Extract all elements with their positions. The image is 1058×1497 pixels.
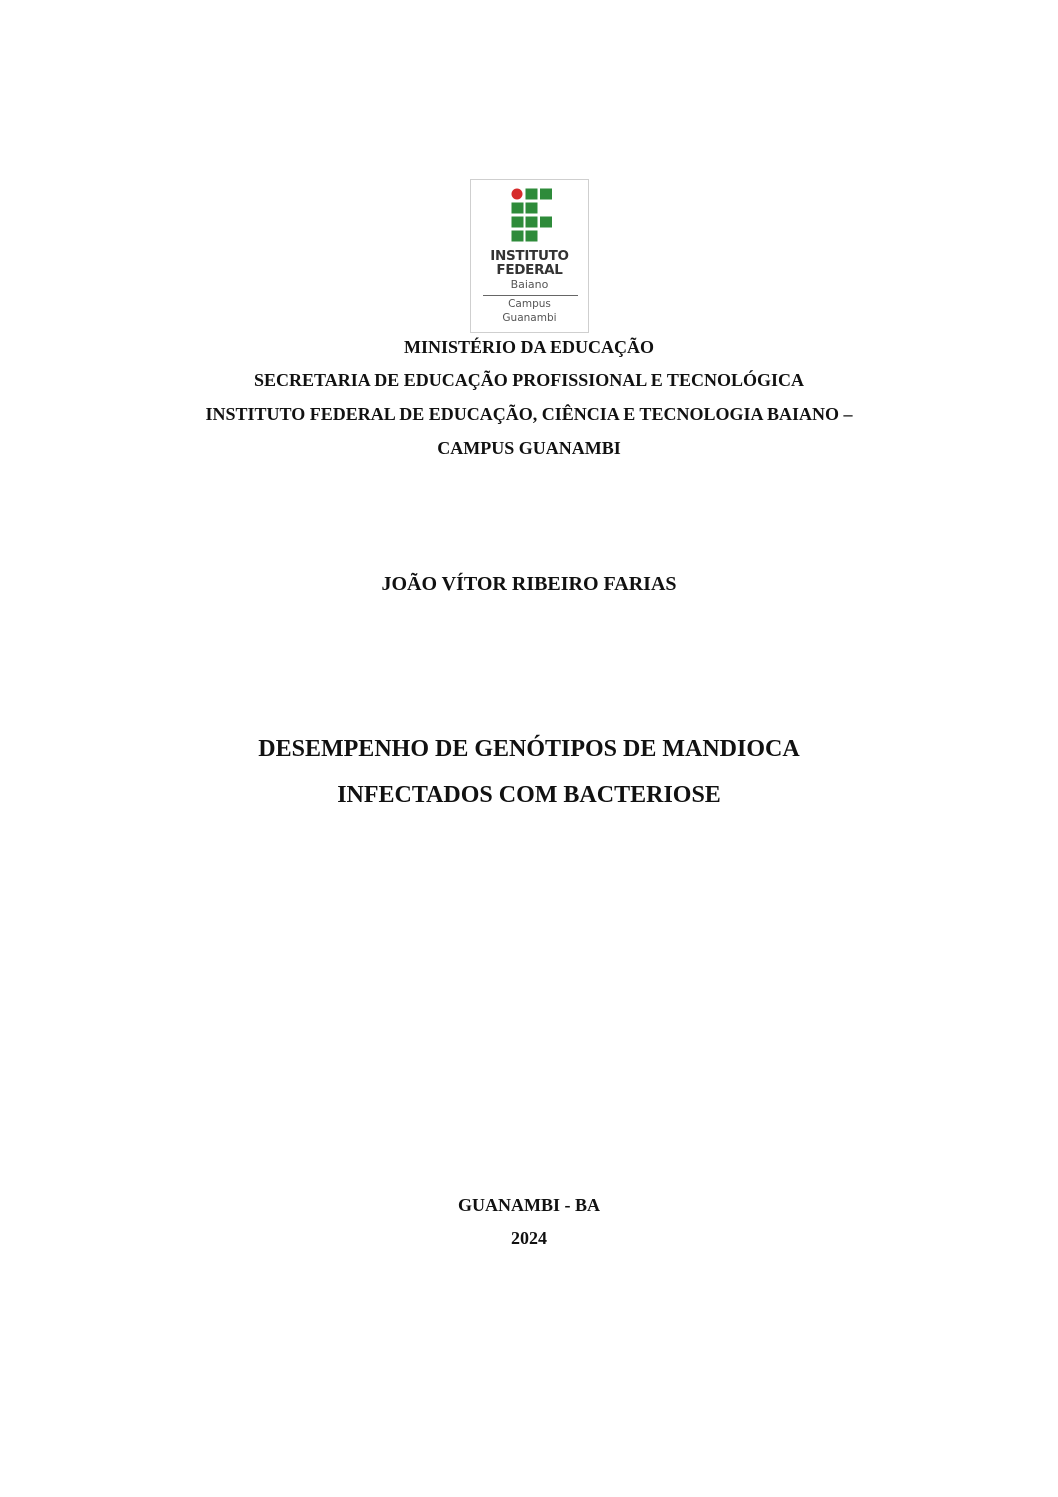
logo-text-federal: FEDERAL: [496, 262, 563, 278]
institute-logo: [470, 179, 589, 333]
logo-text-instituto: INSTITUTO: [490, 248, 569, 264]
document-title-line2: INFECTADOS COM BACTERIOSE: [337, 782, 721, 808]
document-title-line1: DESEMPENHO DE GENÓTIPOS DE MANDIOCA: [258, 736, 800, 762]
logo-divider: [483, 295, 578, 296]
header-institute-line2: CAMPUS GUANAMBI: [437, 438, 621, 458]
header-secretariat: SECRETARIA DE EDUCAÇÃO PROFISSIONAL E TECNOLÓGICA: [254, 370, 804, 390]
footer-city: GUANAMBI - BA: [458, 1195, 600, 1215]
header-ministry: MINISTÉRIO DA EDUCAÇÃO: [403, 337, 655, 357]
logo-text-guanambi: Guanambi: [502, 312, 557, 324]
header-institute-line1: INSTITUTO FEDERAL DE EDUCAÇÃO, CIÊNCIA E TECNOLOGIA BAIANO –: [205, 404, 853, 424]
logo-text-baiano: Baiano: [510, 278, 549, 291]
logo-text-campus: Campus: [508, 298, 551, 310]
institute-logo-mark: [511, 188, 553, 244]
footer-year: 2024: [511, 1228, 547, 1248]
author-name: JOÃO VÍTOR RIBEIRO FARIAS: [381, 573, 677, 595]
